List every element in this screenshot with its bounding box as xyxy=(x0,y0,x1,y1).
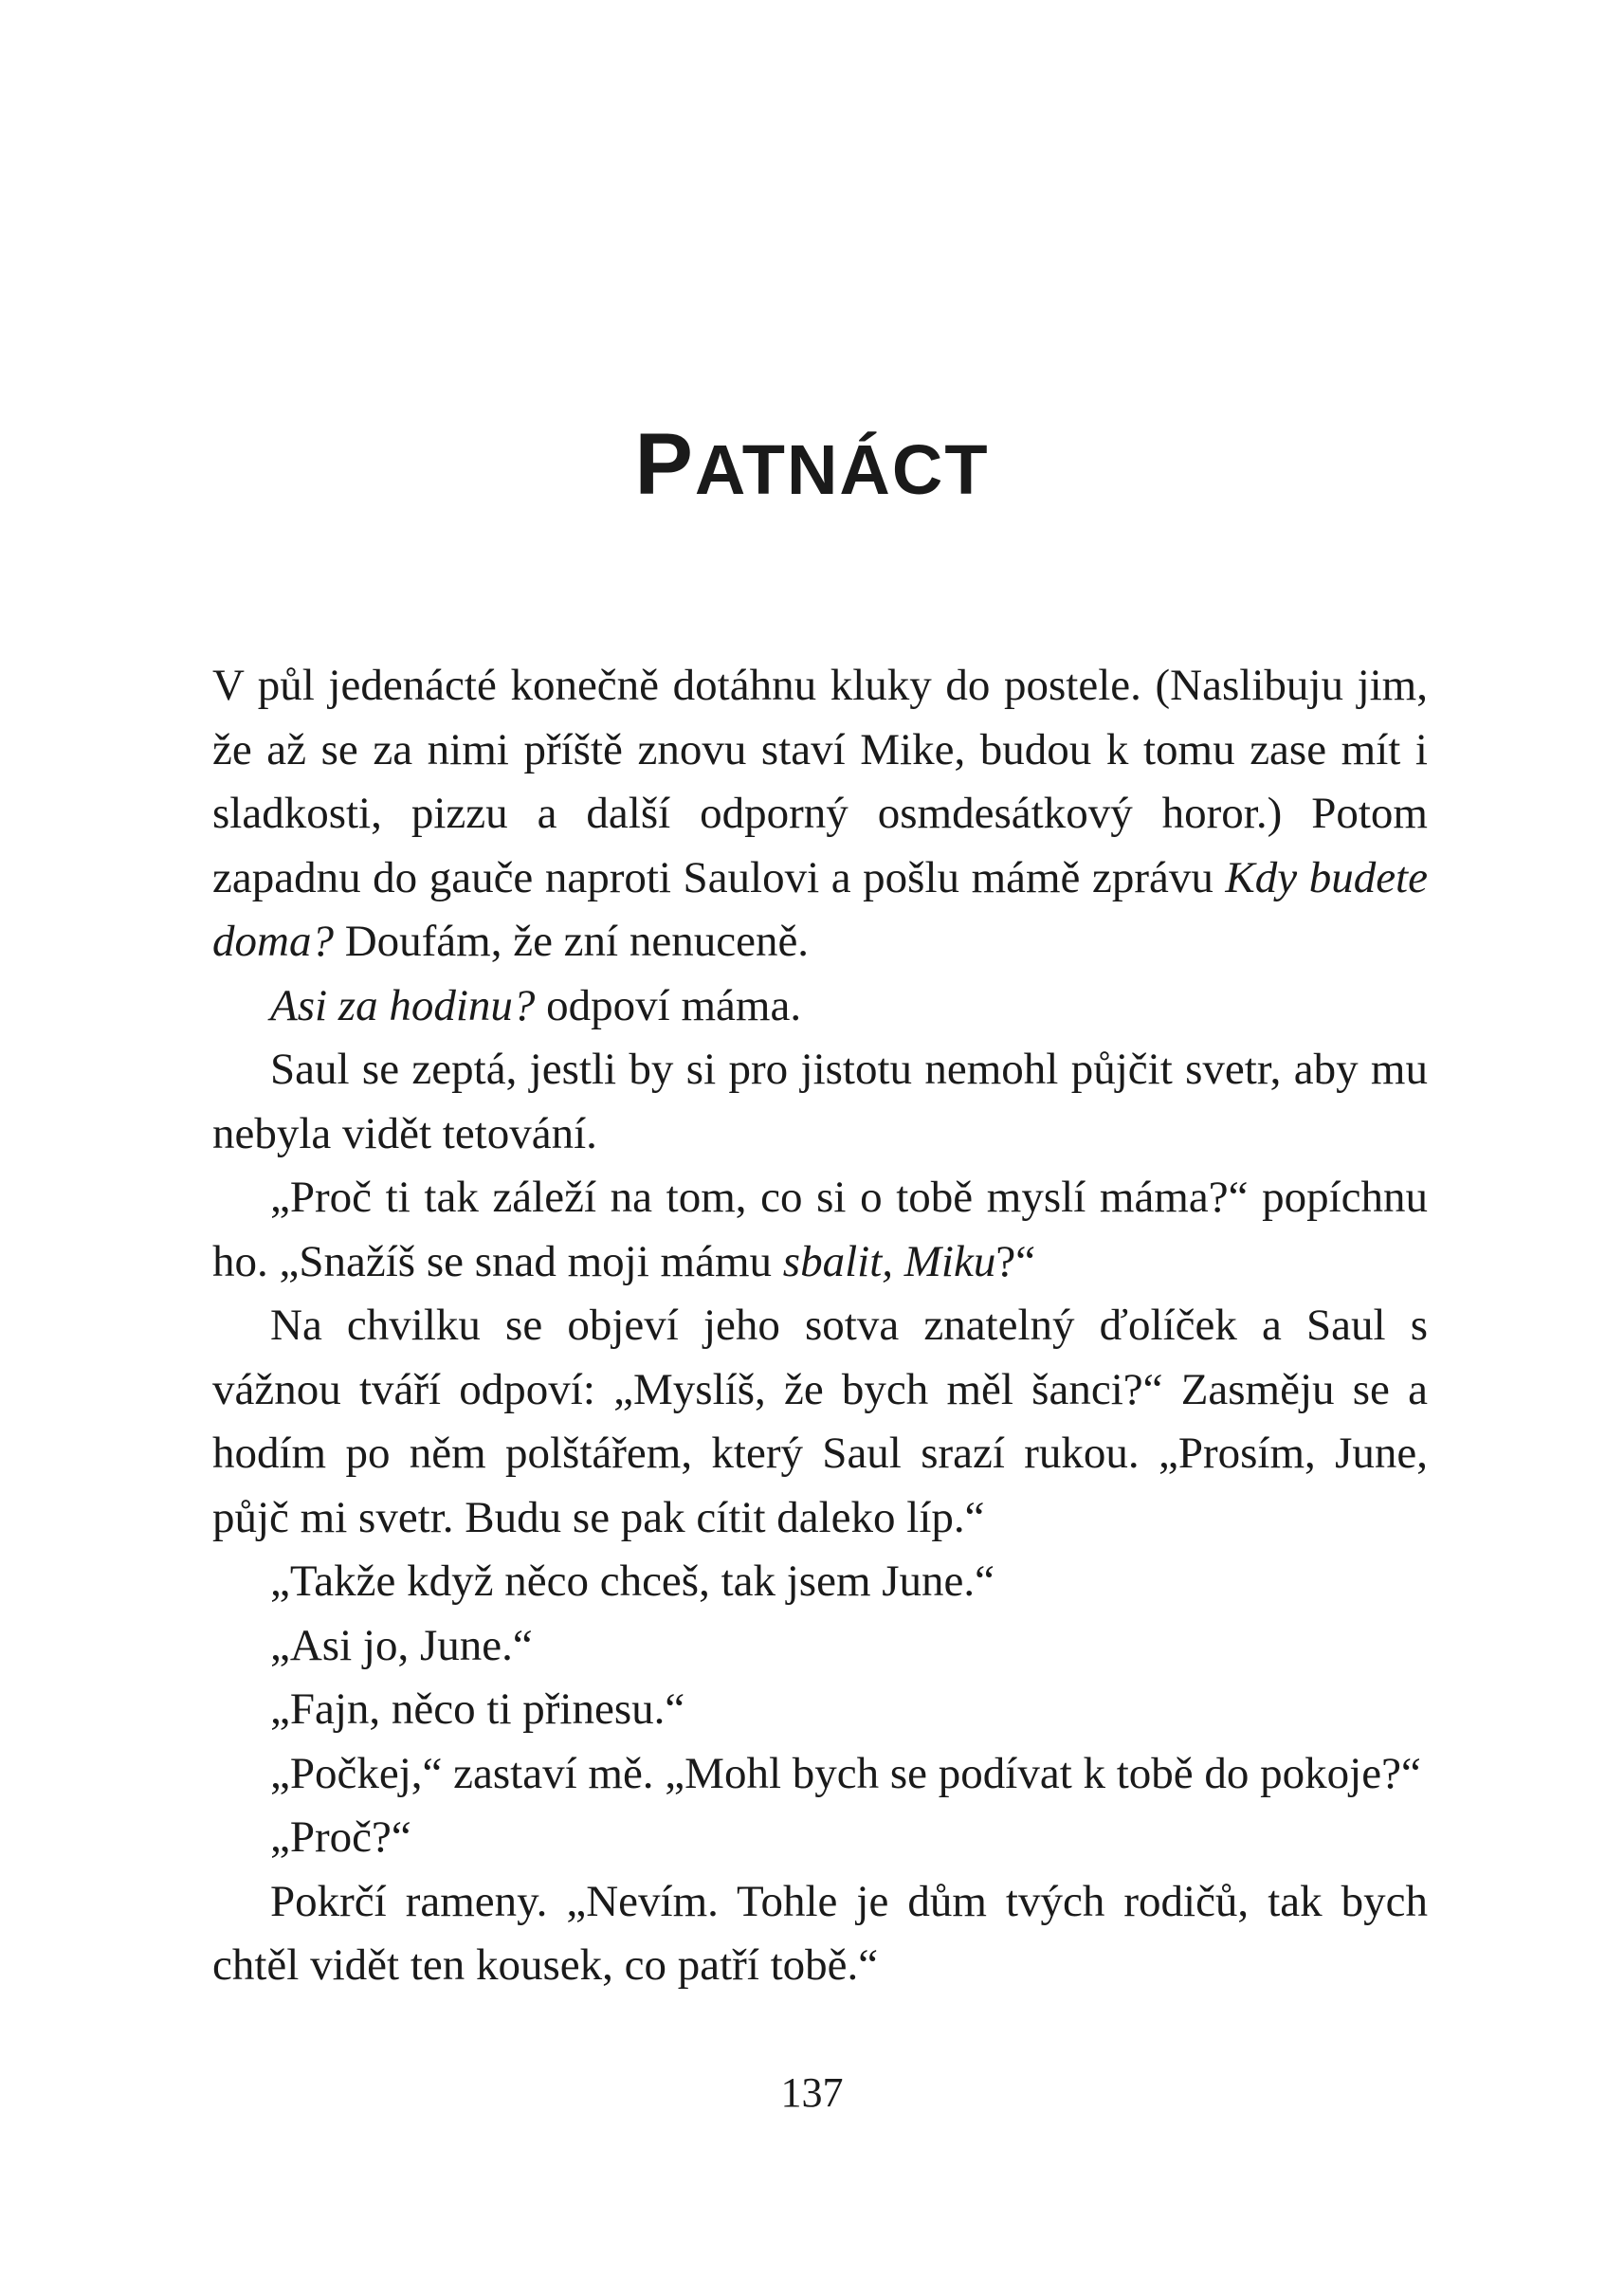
paragraph xyxy=(212,1166,1428,1294)
text-run: „Proč ti tak záleží na tom, co si o tobě myslí máma?“ popíchnu ho. „Snažíš se snad moji mámu xyxy=(212,1173,1428,1286)
paragraph xyxy=(212,1742,1428,1807)
italic-text: Asi za hodinu? xyxy=(270,980,536,1030)
text-run: ?“ xyxy=(995,1236,1036,1286)
text-run: V půl jedenácté konečně dotáhnu kluky do postele. (Naslibuju jim, že až se za nimi příště znovu staví Mike, budou k tomu zase mít i sladkosti, pizzu a další odporný osmdesátkový horor.) Potom zapadnu do gauče naproti Saulovi a pošlu mámě zprávu xyxy=(212,661,1428,902)
chapter-title xyxy=(0,412,1624,522)
text-run: Saul se zeptá, jestli by si pro jistotu nemohl půjčit svetr, aby mu nebyla vidět tetování. xyxy=(212,1045,1428,1158)
text-run: „Proč?“ xyxy=(270,1812,411,1862)
chapter-title-rest: ATNÁCT xyxy=(694,430,990,509)
text-run: odpoví máma. xyxy=(535,980,802,1030)
paragraph xyxy=(212,1870,1428,1998)
paragraph xyxy=(212,1614,1428,1679)
paragraph xyxy=(212,974,1428,1039)
text-run: Na chvilku se objeví jeho sotva znatelný ďolíček a Saul s vážnou tváří odpoví: „Myslíš, že bych měl šanci?“ Zasměju se a hodím po něm polštářem, který Saul srazí rukou. „Prosím, June, půjč mi svetr. Budu se pak cítit daleko líp.“ xyxy=(212,1301,1428,1542)
paragraph xyxy=(212,654,1428,974)
paragraph xyxy=(212,1038,1428,1166)
paragraph xyxy=(212,1806,1428,1870)
page-number: 137 xyxy=(780,2069,844,2116)
text-run: „Asi jo, June.“ xyxy=(270,1620,533,1670)
text-run: Doufám, že zní nenuceně. xyxy=(333,917,810,966)
italic-text: Kdy budete doma? xyxy=(212,852,1428,966)
paragraph xyxy=(212,1678,1428,1742)
italic-text: sbalit, Miku xyxy=(782,1236,996,1286)
text-run: „Fajn, něco ti přinesu.“ xyxy=(270,1684,685,1734)
chapter-title-initial: P xyxy=(634,416,695,513)
text-run: „Takže když něco chceš, tak jsem June.“ xyxy=(270,1557,995,1606)
text-run: „Počkej,“ zastaví mě. „Mohl bych se podívat k tobě do pokoje?“ xyxy=(270,1748,1421,1798)
body-text xyxy=(212,654,1428,1998)
paragraph xyxy=(212,1294,1428,1550)
paragraph xyxy=(212,1550,1428,1614)
text-run: Pokrčí rameny. „Nevím. Tohle je dům tvých rodičů, tak bych chtěl vidět ten kousek, co patří tobě.“ xyxy=(212,1876,1428,1990)
